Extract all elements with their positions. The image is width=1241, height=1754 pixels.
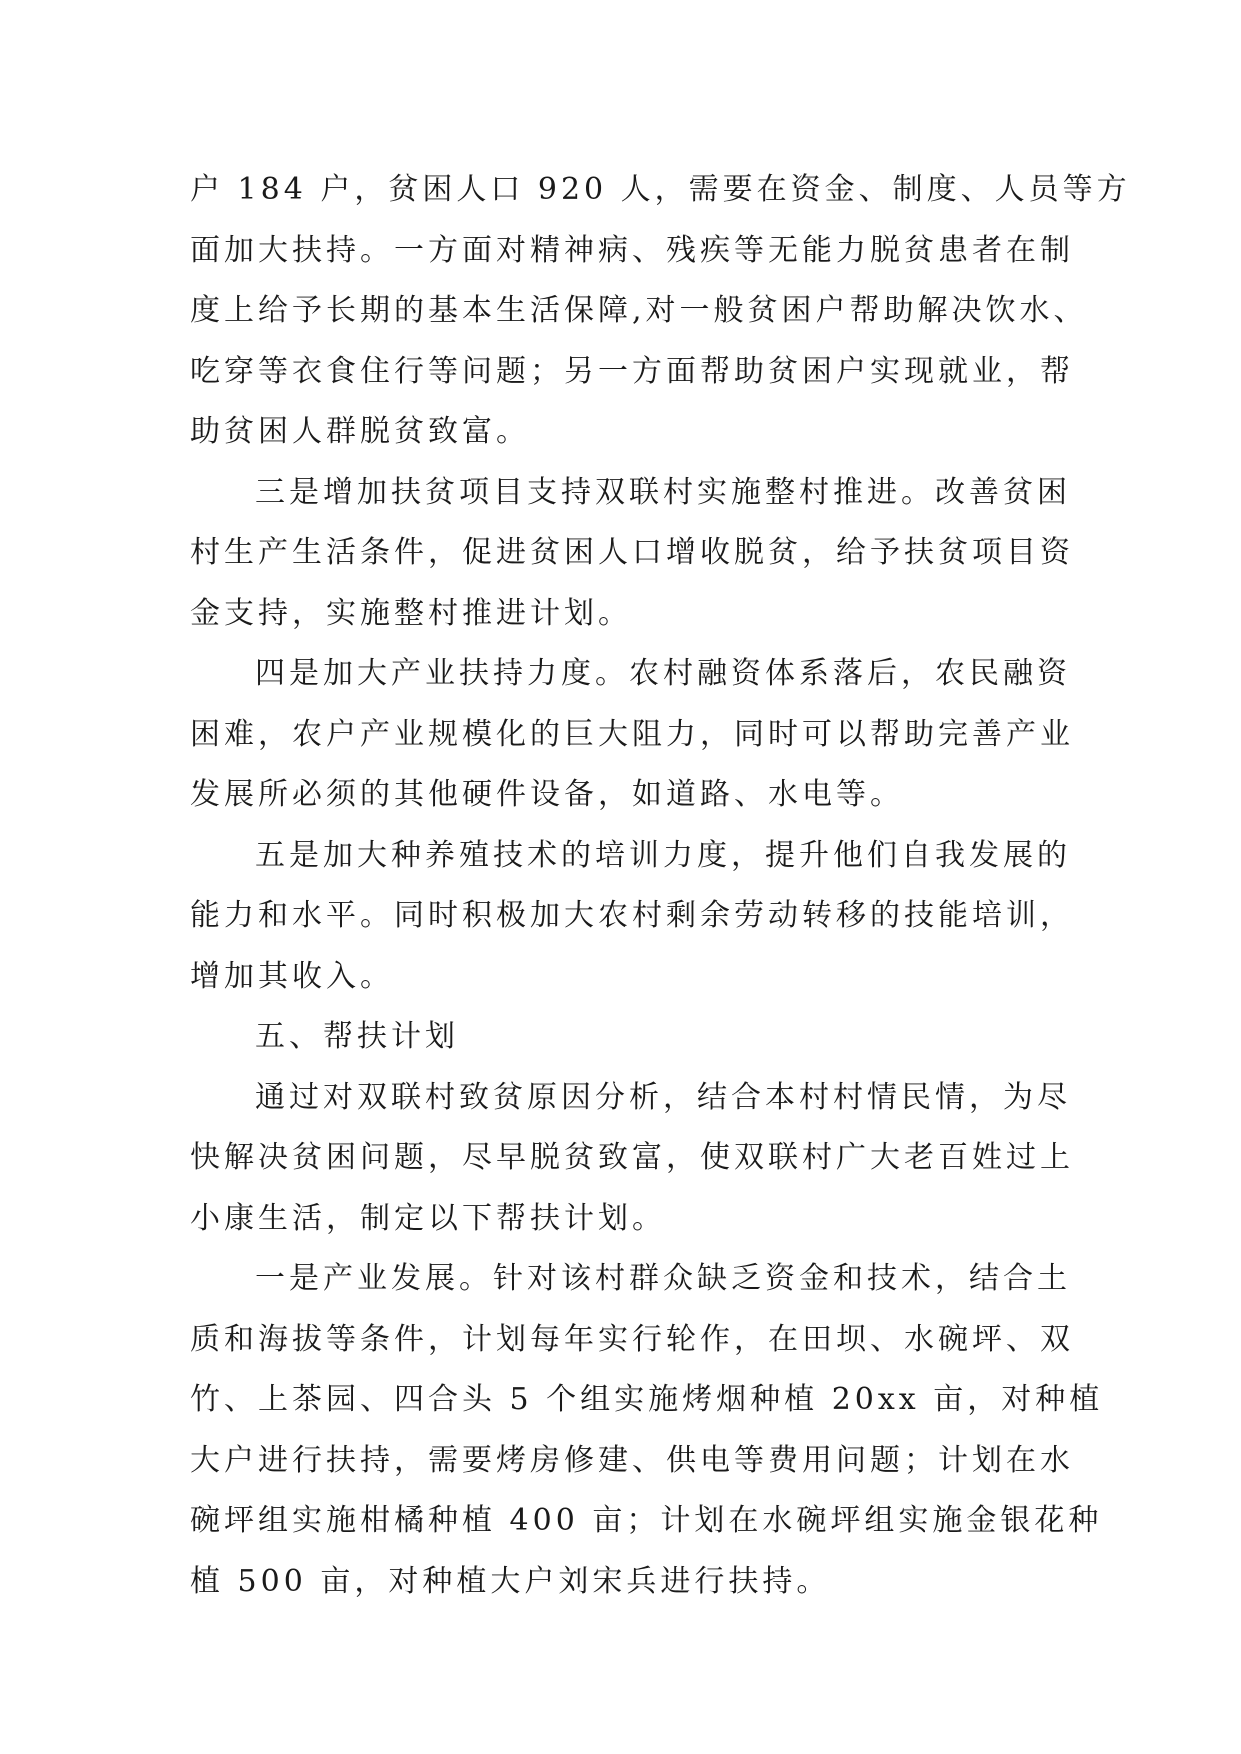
text-line: 发展所必须的其他硬件设备，如道路、水电等。 [190, 777, 904, 812]
text-line: 小康生活，制定以下帮扶计划。 [190, 1200, 666, 1236]
text-line: 一是产业发展。针对该村群众缺乏资金和技术，结合土 [255, 1261, 1071, 1296]
text-line: 碗坪组实施柑橘种植 400 亩；计划在水碗坪组实施金银花种 [190, 1503, 1103, 1538]
text-line: 村生产生活条件，促进贫困人口增收脱贫，给予扶贫项目资 [190, 535, 1074, 570]
text-line: 三是增加扶贫项目支持双联村实施整村推进。改善贫困 [255, 474, 1071, 510]
text-line: 吃穿等衣食住行等问题；另一方面帮助贫困户实现就业，帮 [190, 353, 1074, 389]
paragraph-poverty-support [190, 160, 1131, 463]
text-line: 增加其收入。 [190, 958, 394, 994]
text-line: 度上给予长期的基本生活保障,对一般贫困户帮助解决饮水、 [190, 293, 1088, 328]
text-line: 质和海拔等条件，计划每年实行轮作，在田坝、水碗坪、双 [190, 1321, 1074, 1357]
text-line: 户 184 户，贫困人口 920 人，需要在资金、制度、人员等方 [190, 172, 1131, 207]
body-text [190, 160, 1131, 1612]
text-line: 植 500 亩，对种植大户刘宋兵进行扶持。 [190, 1563, 831, 1599]
paragraph-plan-intro [190, 1068, 1090, 1250]
text-line: 助贫困人群脱贫致富。 [190, 414, 530, 449]
section-heading [190, 1007, 1090, 1068]
paragraph-item-three [190, 463, 1090, 645]
text-line: 四是加大产业扶持力度。农村融资体系落后，农民融资 [255, 656, 1071, 691]
section-heading-text: 五、帮扶计划 [255, 1019, 459, 1054]
text-line: 五是加大种养殖技术的培训力度，提升他们自我发展的 [255, 837, 1071, 873]
text-line: 大户进行扶持，需要烤房修建、供电等费用问题；计划在水 [190, 1442, 1074, 1478]
paragraph-industry-development [190, 1249, 1104, 1612]
text-line: 竹、上茶园、四合头 5 个组实施烤烟种植 20xx 亩，对种植 [190, 1382, 1104, 1417]
text-line: 能力和水平。同时积极加大农村剩余劳动转移的技能培训， [190, 898, 1074, 933]
paragraph-item-five [190, 826, 1090, 1008]
text-line: 金支持，实施整村推进计划。 [190, 595, 632, 631]
text-line: 面加大扶持。一方面对精神病、残疾等无能力脱贫患者在制 [190, 232, 1074, 268]
text-line: 通过对双联村致贫原因分析，结合本村村情民情，为尽 [255, 1079, 1071, 1115]
text-line: 快解决贫困问题，尽早脱贫致富，使双联村广大老百姓过上 [190, 1140, 1074, 1175]
text-line: 困难，农户产业规模化的巨大阻力，同时可以帮助完善产业 [190, 716, 1074, 752]
paragraph-item-four [190, 644, 1090, 826]
